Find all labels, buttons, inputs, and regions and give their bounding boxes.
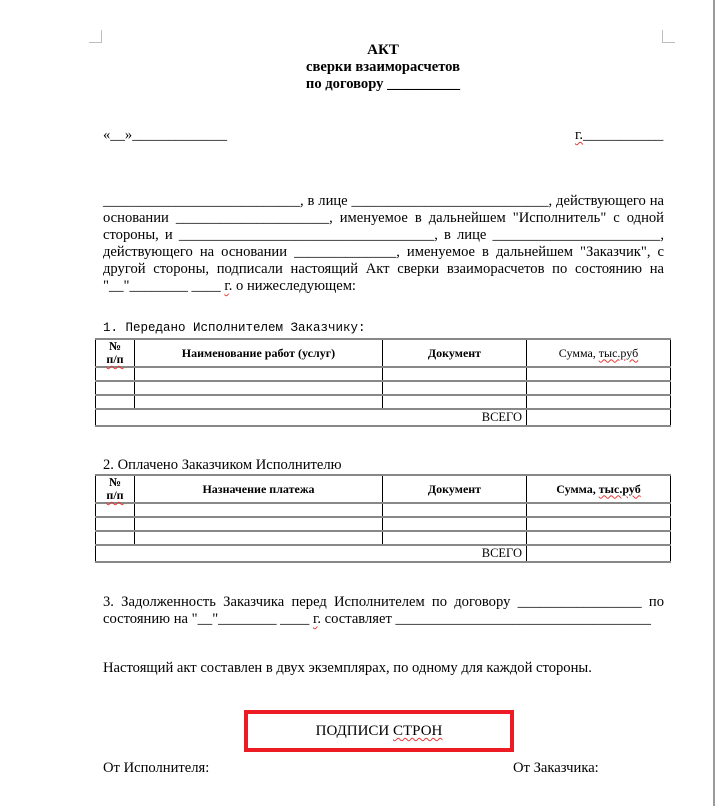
table-header-row <box>96 475 671 503</box>
intro-line: стороны, и ___________________________________, в лице _______________________, <box>103 227 664 243</box>
table-cell[interactable] <box>96 381 135 395</box>
total-value[interactable] <box>527 545 671 562</box>
table-cell[interactable] <box>383 367 527 381</box>
section3-line1: 3. Задолженность Заказчика перед Исполнителем по договору _________________ по <box>103 594 664 610</box>
table-row <box>96 381 671 395</box>
document-subtitle: сверки взаиморасчетов <box>305 59 460 75</box>
table-header-row <box>96 339 671 367</box>
table-cell[interactable] <box>96 517 135 531</box>
table-cell[interactable] <box>527 517 671 531</box>
table-cell[interactable] <box>96 531 135 545</box>
table-cell[interactable] <box>527 531 671 545</box>
col-sum-b: тыс.руб <box>598 345 639 360</box>
city-field[interactable] <box>575 127 663 144</box>
intro-last-prefix: "__"________ ____ <box>103 278 225 294</box>
intro-line-last <box>103 278 664 295</box>
copies-note: Настоящий акт составлен в двух экземплярах, по одному для каждой стороны. <box>103 660 592 676</box>
total-label: ВСЕГО <box>96 409 527 426</box>
intro-last-suffix: . о нижеследующем: <box>228 278 356 294</box>
col-number-line2: п/п <box>106 352 124 366</box>
table-row <box>96 517 671 531</box>
col-number-line1: № <box>108 475 122 489</box>
signatures-heading-b: СТРОН <box>393 723 443 739</box>
section3-line2 <box>103 611 664 628</box>
section3-line2-prefix: состоянию на "__"________ ____ <box>103 611 314 627</box>
table-cell[interactable] <box>383 531 527 545</box>
section3-line2-g: г <box>313 611 318 627</box>
intro-line: другой стороны, подписали настоящий Акт сверки взаиморасчетов по состоянию на <box>103 261 664 277</box>
contract-line: по договору __________ <box>305 76 461 92</box>
table-cell[interactable] <box>135 503 383 517</box>
table-cell[interactable] <box>135 395 383 409</box>
table-row <box>96 503 671 517</box>
section1-table <box>95 338 671 427</box>
table-cell[interactable] <box>383 503 527 517</box>
intro-line: действующего на основании ______________, именуемое в дальнейшем "Заказчик", с <box>103 244 664 260</box>
col-sum <box>527 339 671 367</box>
table-cell[interactable] <box>135 367 383 381</box>
intro-paragraph <box>103 193 664 295</box>
section1-heading: 1. Передано Исполнителем Заказчику: <box>103 321 366 335</box>
total-label: ВСЕГО <box>96 545 527 562</box>
col-number-line1: № <box>108 339 122 353</box>
intro-last-g: г <box>224 278 229 294</box>
table-cell[interactable] <box>527 503 671 517</box>
table-row <box>96 395 671 409</box>
intro-line: основании _____________________, именуемое в дальнейшем "Исполнитель" с одной <box>103 210 664 226</box>
col-document: Документ <box>383 475 527 503</box>
date-field[interactable]: «__»_____________ <box>103 127 228 143</box>
col-number-line2: п/п <box>106 488 124 502</box>
total-value[interactable] <box>527 409 671 426</box>
table-cell[interactable] <box>135 517 383 531</box>
table-row <box>96 367 671 381</box>
section3-paragraph <box>103 594 664 628</box>
city-prefix: г. <box>575 127 583 143</box>
signatures-heading-a: ПОДПИСИ <box>315 723 394 739</box>
table-cell[interactable] <box>527 381 671 395</box>
col-sum-a: Сумма, <box>556 481 599 496</box>
table-cell[interactable] <box>383 381 527 395</box>
customer-signature-label: От Заказчика: <box>513 760 599 776</box>
table-cell[interactable] <box>96 367 135 381</box>
table-cell[interactable] <box>96 503 135 517</box>
executor-signature-label: От Исполнителя: <box>103 760 210 776</box>
col-sum-a: Сумма, <box>558 345 599 360</box>
document-title: АКТ <box>367 42 399 58</box>
col-number <box>96 339 135 367</box>
table-total-row <box>96 409 671 426</box>
table-total-row <box>96 545 671 562</box>
col-name: Наименование работ (услуг) <box>135 339 383 367</box>
section3-line2-suffix: . составляет ___________________________________ <box>317 611 651 627</box>
section2-heading: 2. Оплачено Заказчиком Исполнителю <box>103 457 342 473</box>
col-sum <box>527 475 671 503</box>
table-cell[interactable] <box>383 517 527 531</box>
table-cell[interactable] <box>96 395 135 409</box>
signatures-heading-highlight <box>244 710 514 752</box>
col-number <box>96 475 135 503</box>
city-blank: ___________ <box>583 127 664 143</box>
intro-line: ___________________________, в лице ___________________________, действующего на <box>103 193 664 209</box>
col-purpose: Назначение платежа <box>135 475 383 503</box>
section2-table <box>95 474 671 563</box>
table-row <box>96 531 671 545</box>
col-document: Документ <box>383 339 527 367</box>
table-cell[interactable] <box>135 531 383 545</box>
table-cell[interactable] <box>527 395 671 409</box>
table-cell[interactable] <box>135 381 383 395</box>
col-sum-b: тыс.руб <box>598 481 641 496</box>
table-cell[interactable] <box>527 367 671 381</box>
table-cell[interactable] <box>383 395 527 409</box>
